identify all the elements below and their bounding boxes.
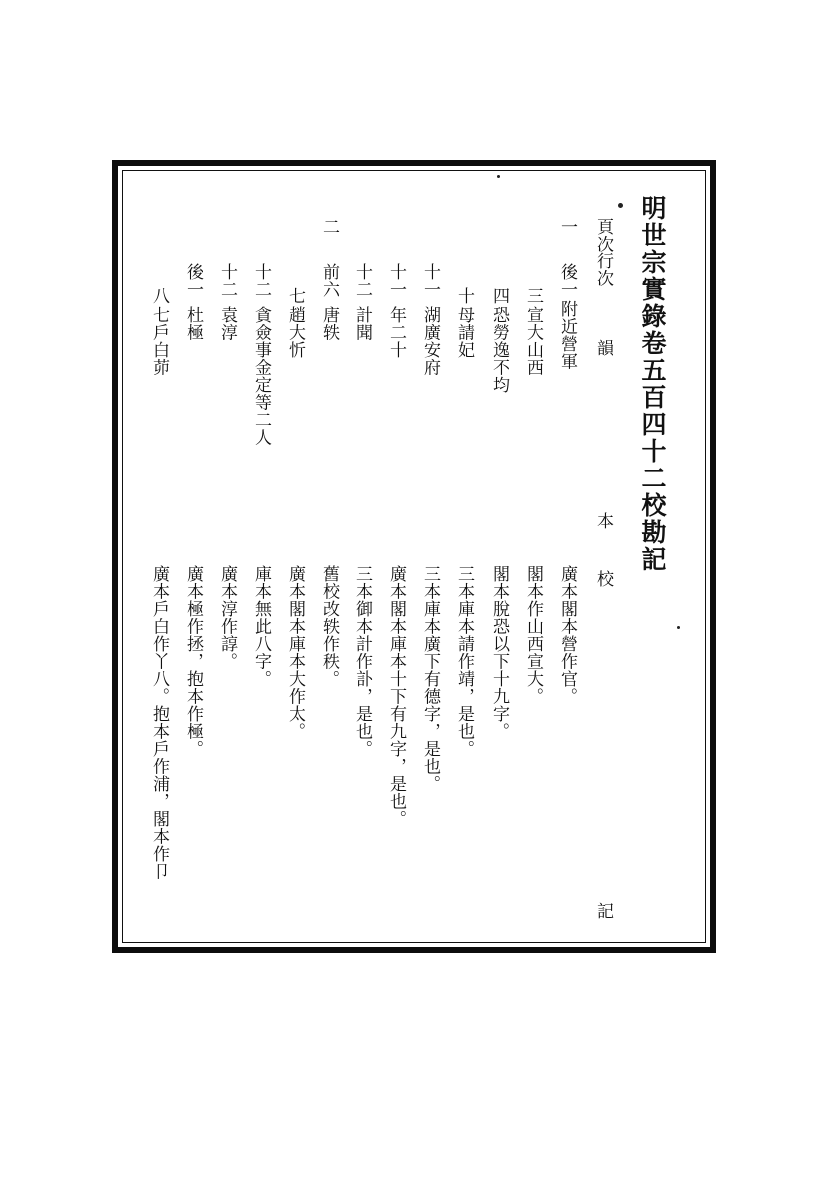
row-note: 三本御本計作訃，是也。 [352, 565, 372, 758]
row-text: 計聞 [352, 306, 372, 341]
header-page-label: 頁次 [593, 218, 613, 253]
page-title: 明世宗實錄卷五百四十二校勘記 [638, 195, 667, 573]
row-text: 七戶白茆 [149, 306, 169, 376]
row-text: 母請妃 [454, 306, 474, 359]
row-note: 閣本作山西宣大。 [523, 565, 543, 705]
row-line: 七 [285, 287, 305, 305]
row-line: 八 [149, 287, 169, 305]
ink-speck [677, 626, 680, 629]
row-note: 庫本無此八字。 [251, 565, 271, 688]
row-text: 袁淳 [217, 306, 237, 341]
row-line: 十一 [420, 263, 440, 298]
row-note: 廣本戶白作丫八。抱本戶作浦，閣本作卩 [149, 565, 169, 880]
row-line: 十二 [352, 263, 372, 298]
row-text: 附近營軍 [557, 300, 577, 370]
header-text-label: 韻 [593, 339, 613, 357]
row-text: 唐轶 [319, 306, 339, 341]
row-text: 湖廣安府 [420, 306, 440, 376]
header-edition-label: 本 [593, 512, 613, 530]
row-text: 貪僉事金定等二人 [251, 306, 271, 446]
row-line: 十 [454, 287, 474, 305]
header-record-label: 記 [593, 902, 613, 920]
row-page: 一 [557, 218, 577, 236]
row-line: 十二 [217, 263, 237, 298]
row-note: 廣本閣本營作官。 [557, 565, 577, 705]
header-collation-label: 校 [593, 570, 613, 588]
row-line: 三 [523, 287, 543, 305]
page-border-inner [122, 170, 706, 943]
row-note: 三本庫本廣下有德字，是也。 [420, 565, 440, 793]
row-note: 廣本極作拯，抱本作極。 [183, 565, 203, 758]
row-text: 宣大山西 [523, 306, 543, 376]
row-text: 恐勞逸不均 [489, 306, 509, 394]
row-line: 十二 [251, 263, 271, 298]
row-note: 三本庫本請作靖，是也。 [454, 565, 474, 758]
row-line: 四 [489, 287, 509, 305]
row-line: 前六 [319, 263, 339, 298]
row-text: 趙大忻 [285, 306, 305, 359]
row-note: 舊校改轶作秩。 [319, 565, 339, 688]
ink-speck [497, 175, 500, 178]
row-line: 後一 [183, 263, 203, 298]
row-note: 廣本淳作諄。 [217, 565, 237, 670]
header-line-label: 行次 [593, 252, 613, 287]
row-line: 十一 [386, 263, 406, 298]
row-line: 後一 [557, 263, 577, 298]
row-note: 閣本脫恐以下十九字。 [489, 565, 509, 740]
row-text: 杜極 [183, 306, 203, 341]
row-text: 年二十 [386, 306, 406, 359]
row-note: 廣本閣本庫本大作太。 [285, 565, 305, 740]
row-page: 二 [319, 218, 339, 236]
ink-speck [618, 203, 623, 208]
row-note: 廣本閣本庫本十下有九字，是也。 [386, 565, 406, 828]
